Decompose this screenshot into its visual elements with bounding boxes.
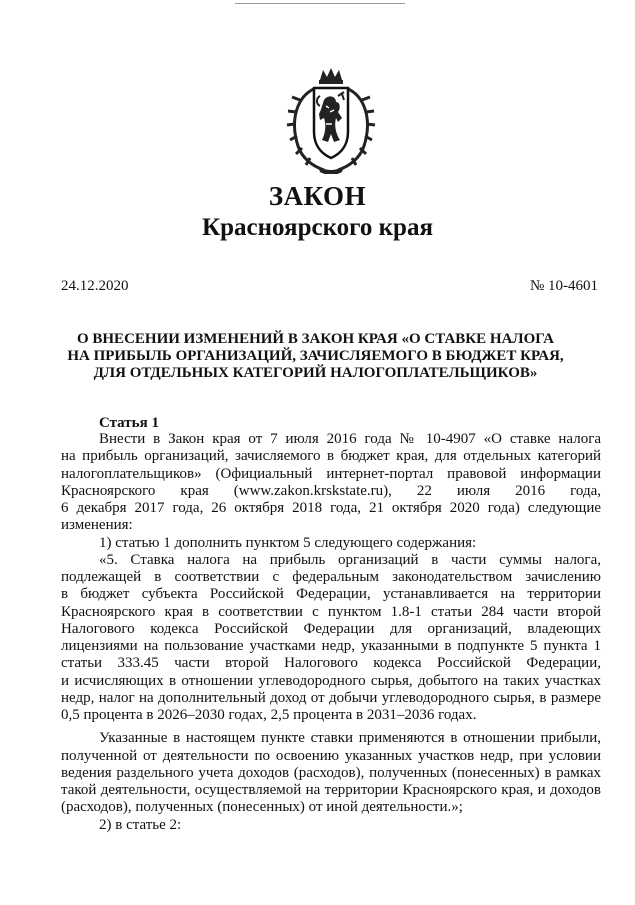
body-line: подлежащей в соответствии с федеральным законодательством зачислению	[61, 569, 601, 585]
body-line: изменения:	[61, 517, 133, 534]
body-line: на прибыль организаций, зачисляемого в бюджет края, для отдельных категорий	[61, 448, 601, 465]
body-line: Внести в Закон края от 7 июля 2016 года № 10-4907 «О ставке налога	[99, 431, 601, 447]
heading-line: О ВНЕСЕНИИ ИЗМЕНЕНИЙ В ЗАКОН КРАЯ «О СТАВКЕ НАЛОГА	[76, 331, 555, 347]
body-line: статьи 333.45 части второй Налогового кодекса Российской Федерации,	[61, 655, 601, 672]
body-line: Указанные в настоящем пункте ставки применяются в отношении прибыли,	[99, 730, 601, 747]
document-date: 24.12.2020	[61, 278, 129, 294]
article-title: Статья 1	[99, 415, 159, 431]
body-line: «5. Ставка налога на прибыль организаций в части суммы налога,	[99, 551, 601, 568]
heading-line: НА ПРИБЫЛЬ ОРГАНИЗАЦИЙ, ЗАЧИСЛЯЕМОГО В БЮДЖЕТ КРАЯ,	[67, 348, 564, 364]
body-line: Красноярского края (www.zakon.krskstate.ru), 22 июля 2016 года,	[61, 482, 601, 499]
body-line: 1) статью 1 дополнить пунктом 5 следующего содержания:	[99, 534, 477, 551]
body-line: Красноярского края в соответствии с пунктом 1.8-1 статьи 284 части второй	[61, 603, 601, 620]
document-heading	[48, 331, 583, 382]
body-line: 6 декабря 2017 года, 26 октября 2018 года, 21 октября 2020 года) следующие	[61, 500, 601, 516]
law-subtitle: Красноярского края	[202, 214, 433, 241]
body-line: и исчисляющих в отношении углеводородного сырья, добытого на таких участках	[61, 672, 601, 689]
heading-line: ДЛЯ ОТДЕЛЬНЫХ КАТЕГОРИЙ НАЛОГОПЛАТЕЛЬЩИКОВ»	[93, 365, 538, 381]
body-line: 2) в статье 2:	[99, 816, 182, 833]
body-line: (расходов), полученных (понесенных) от иной деятельности.»;	[61, 799, 463, 816]
body-line: налогоплательщиков» (Официальный интернет-портал правовой информации	[61, 465, 601, 482]
body-line: лицензиями на пользование участками недр, указанными в подпункте 5 пункта 1	[61, 638, 601, 654]
scan-top-rule	[235, 3, 405, 4]
coat-of-arms-emblem	[286, 66, 376, 174]
body-line: Налогового кодекса Российской Федерации для организаций, владеющих	[61, 620, 601, 637]
law-title: ЗАКОН	[268, 181, 367, 211]
body-line: недр, налог на дополнительный доход от добычи углеводородного сырья, в размере	[61, 689, 601, 706]
body-line: в бюджет субъекта Российской Федерации, устанавливается на территории	[61, 586, 601, 603]
document-number: № 10-4601	[529, 278, 598, 294]
body-line: такой деятельности, осуществляемой на территории Красноярского края, и доходов	[61, 782, 601, 798]
document-body	[61, 431, 601, 834]
body-line: 0,5 процента в 2026–2030 годах, 2,5 процента в 2031–2036 годах.	[61, 707, 477, 723]
body-line: полученной от деятельности по освоению указанных участков недр, при условии	[61, 747, 601, 764]
body-line: ведения раздельного учета доходов (расходов), полученных (понесенных) в рамках	[61, 764, 601, 781]
